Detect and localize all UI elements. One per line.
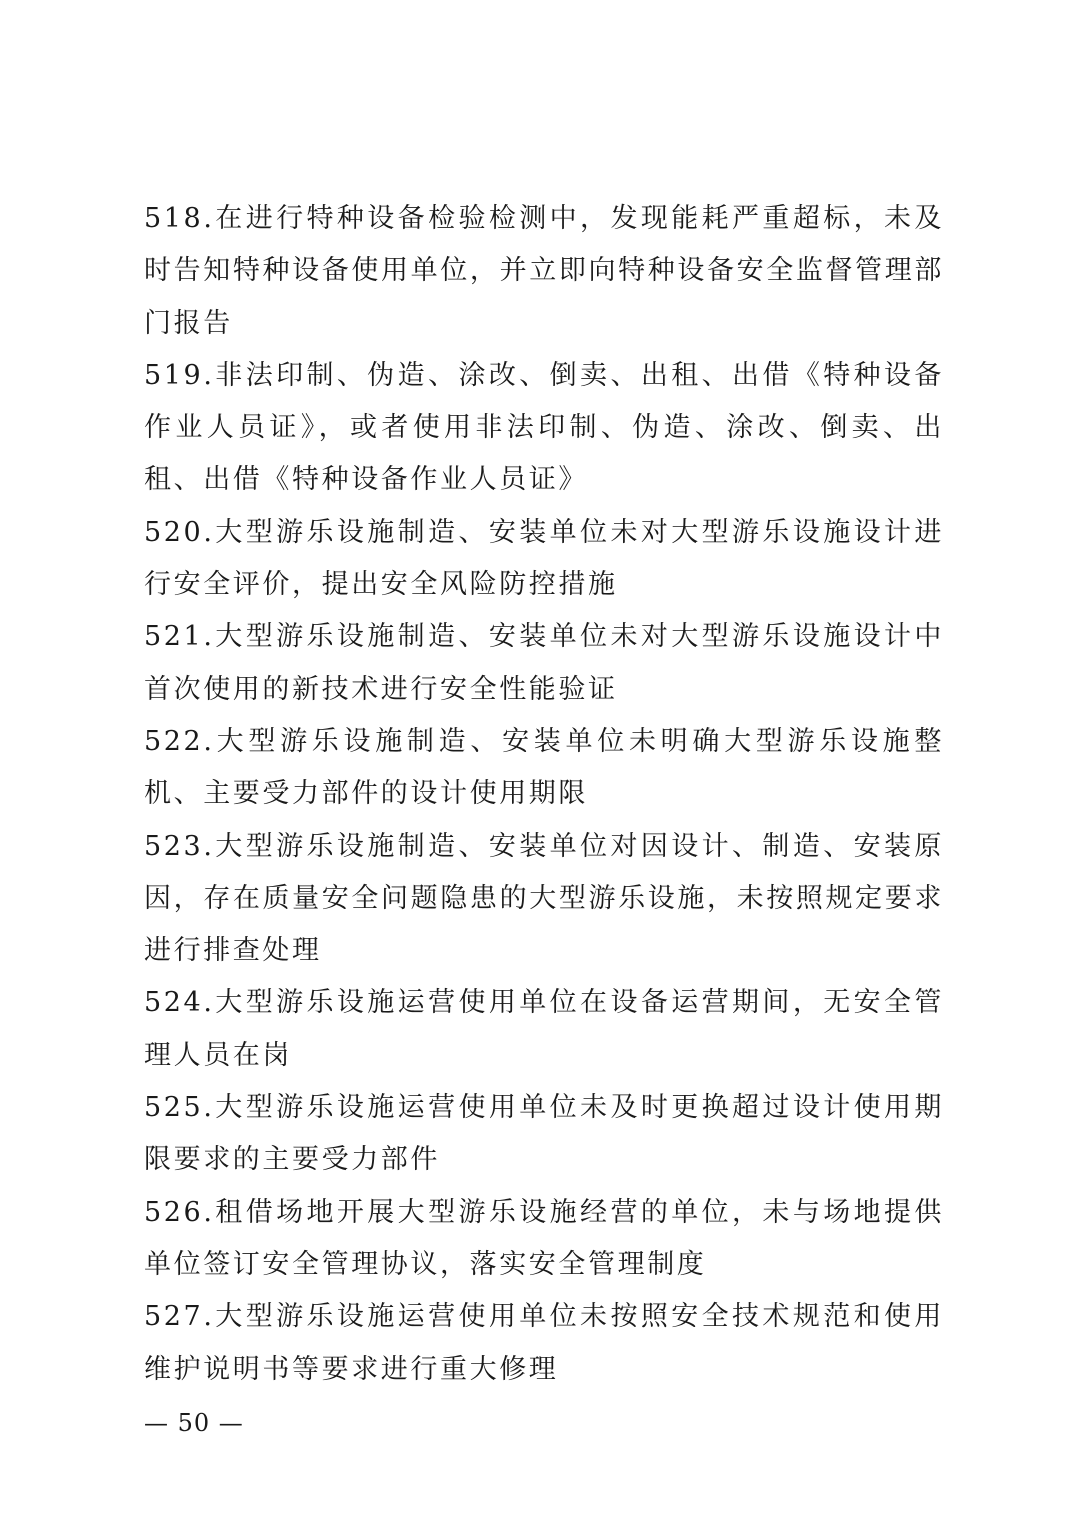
list-item: 525.大型游乐设施运营使用单位未及时更换超过设计使用期限要求的主要受力部件 — [144, 1092, 944, 1176]
list-item: 522.大型游乐设施制造、安装单位未明确大型游乐设施整机、主要受力部件的设计使用期限 — [144, 725, 944, 810]
page-number: — 50 — — [144, 1409, 244, 1437]
list-item: 523.大型游乐设施制造、安装单位对因设计、制造、安装原因，存在质量安全问题隐患的大型游乐设施，未按照规定要求进行排查处理 — [144, 830, 944, 967]
list-item: 519.非法印制、伪造、涂改、倒卖、出租、出借《特种设备作业人员证》，或者使用非法印制、伪造、涂改、倒卖、出租、出借《特种设备作业人员证》 — [144, 359, 944, 496]
list-item: 520.大型游乐设施制造、安装单位未对大型游乐设施设计进行安全评价，提出安全风险防控措施 — [144, 516, 944, 601]
list-item: 518.在进行特种设备检验检测中，发现能耗严重超标，未及时告知特种设备使用单位，并立即向特种设备安全监督管理部门报告 — [144, 203, 944, 339]
item-list — [144, 193, 944, 1396]
list-item: 524.大型游乐设施运营使用单位在设备运营期间，无安全管理人员在岗 — [144, 987, 944, 1071]
list-item: 526.租借场地开展大型游乐设施经营的单位，未与场地提供单位签订安全管理协议，落实安全管理制度 — [144, 1196, 944, 1280]
list-item: 521.大型游乐设施制造、安装单位未对大型游乐设施设计中首次使用的新技术进行安全性能验证 — [144, 621, 944, 705]
list-item: 527.大型游乐设施运营使用单位未按照安全技术规范和使用维护说明书等要求进行重大修理 — [144, 1301, 944, 1385]
